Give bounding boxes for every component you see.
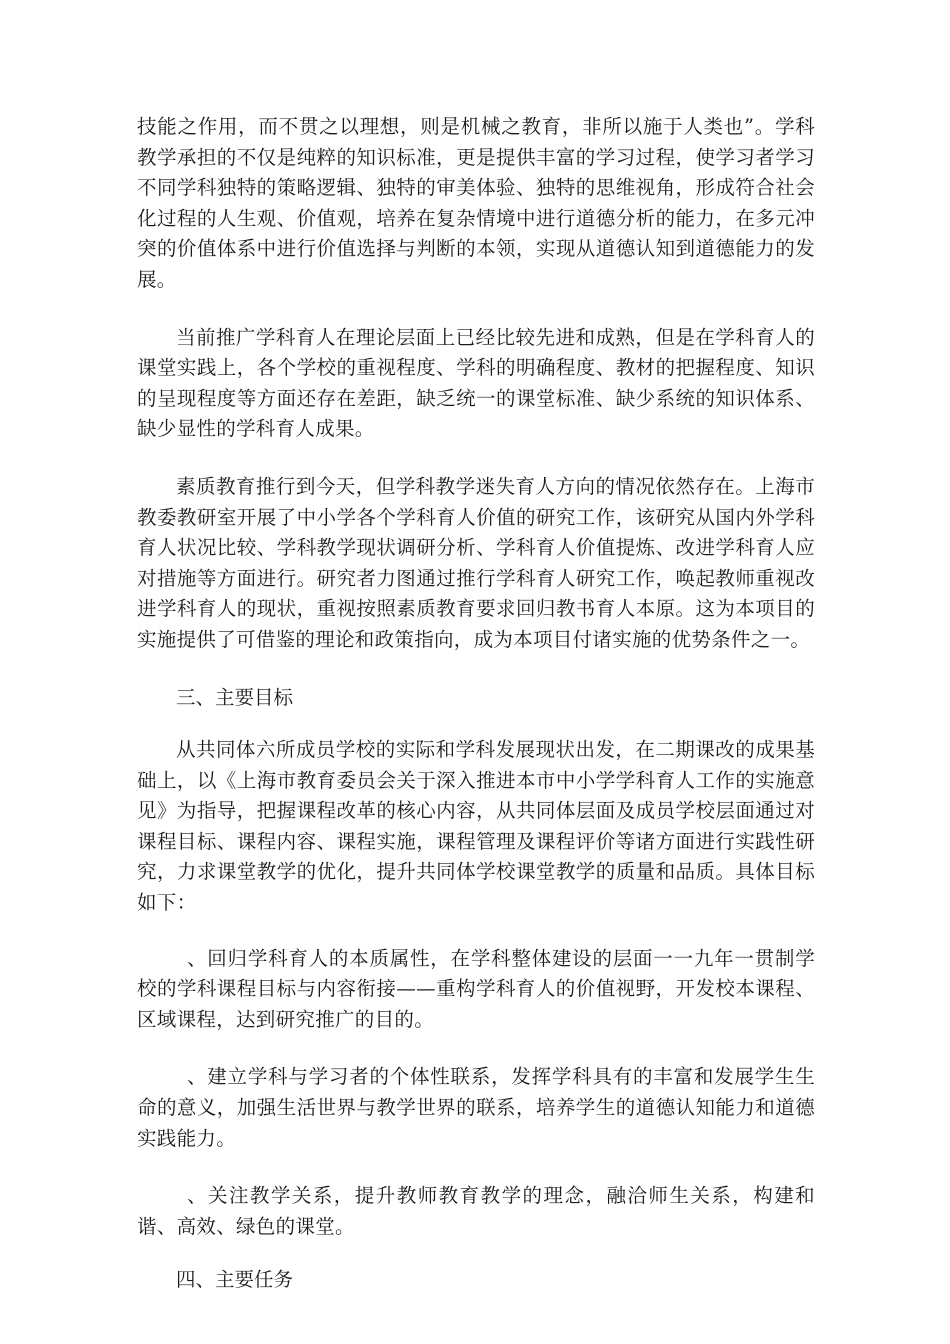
goal-item-1: 、回归学科育人的本质属性，在学科整体建设的层面一一九年一贯制学校的学科课程目标与内容衔接——重构学科育人的价值视野，开发校本课程、区域课程，达到研究推广的目的。 <box>137 946 815 1031</box>
paragraph-intro-continuation: 技能之作用，而不贯之以理想，则是机械之教育，非所以施于人类也”。学科教学承担的不仅是纯粹的知识标准，更是提供丰富的学习过程，使学习者学习不同学科独特的策略逻辑、独特的审美体验、独特的思维视角，形成符合社会化过程的人生观、价值观，培养在复杂情境中进行道德分析的能力，在多元冲突的价值体系中进行价值选择与判断的本领，实现从道德认知到道德能力的发展。 <box>137 115 815 291</box>
section-heading-main-tasks: 四、主要任务 <box>176 1268 294 1292</box>
paragraph-goals-overview: 从共同体六所成员学校的实际和学科发展现状出发，在二期课改的成果基础上，以《上海市教育委员会关于深入推进本市中小学学科育人工作的实施意见》为指导，把握课程改革的核心内容，从共同体层面及成员学校层面通过对课程目标、课程内容、课程实施，课程管理及课程评价等诸方面进行实践性研究，力求课堂教学的优化，提升共同体学校课堂教学的质量和品质。具体目标如下： <box>137 738 815 915</box>
section-heading-main-goals: 三、主要目标 <box>176 685 294 709</box>
paragraph-current-situation: 当前推广学科育人在理论层面上已经比较先进和成熟，但是在学科育人的课堂实践上，各个学校的重视程度、学科的明确程度、教材的把握程度、知识的呈现程度等方面还存在差距，缺乏统一的课堂标准、缺少系统的知识体系、缺少显性的学科育人成果。 <box>137 325 815 441</box>
paragraph-quality-education: 素质教育推行到今天，但学科教学迷失育人方向的情况依然存在。上海市教委教研室开展了中小学各个学科育人价值的研究工作，该研究从国内外学科育人状况比较、学科教学现状调研分析、学科育人价值提炼、改进学科育人应对措施等方面进行。研究者力图通过推行学科育人研究工作，唤起教师重视改进学科育人的现状，重视按照素质教育要求回归教书育人本原。这为本项目的实施提供了可借鉴的理论和政策指向，成为本项目付诸实施的优势条件之一。 <box>137 474 815 651</box>
goal-item-2: 、建立学科与学习者的个体性联系，发挥学科具有的丰富和发展学生生命的意义，加强生活世界与教学世界的联系，培养学生的道德认知能力和道德实践能力。 <box>137 1065 815 1150</box>
goal-item-3: 、关注教学关系，提升教师教育教学的理念，融洽师生关系，构建和谐、高效、绿色的课堂。 <box>137 1184 815 1238</box>
document-page <box>137 112 815 1296</box>
